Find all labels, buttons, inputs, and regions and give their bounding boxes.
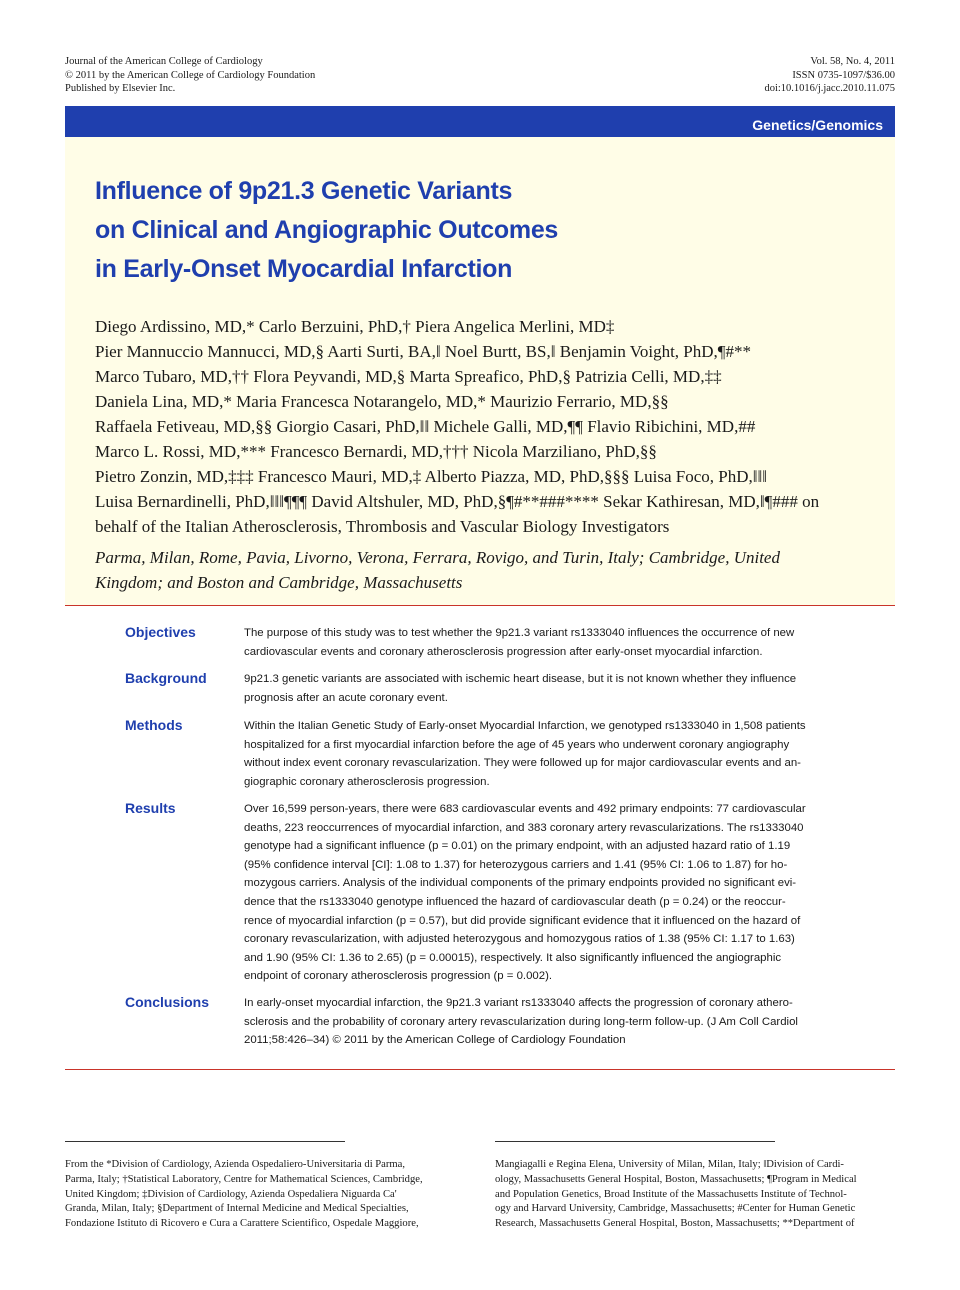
background-label: Background — [125, 670, 207, 686]
section-label: Genetics/Genomics — [752, 117, 883, 133]
text-line: The purpose of this study was to test whether the 9p21.3 variant rs1333040 influences the occurrence of new — [244, 627, 795, 639]
text-line: cardiovascular events and coronary atherosclerosis progression after early-onset myocardial infarction. — [244, 645, 763, 658]
footnote-line: Fondazione Istituto di Ricovero e Cura a Carattere Scientifico, Ospedale Maggiore, — [65, 1218, 419, 1230]
author-line: Marco L. Rossi, MD,*** Francesco Bernardi, MD,††† Nicola Marziliano, PhD,§§ — [95, 442, 657, 461]
footnote-line: and Population Genetics, Broad Institute of the Massachusetts Institute of Technol- — [495, 1188, 847, 1200]
section-bar — [65, 106, 895, 137]
abstract-bottom-divider — [65, 1069, 895, 1070]
text-line: deaths, 223 reoccurrences of myocardial infarction, and 383 coronary artery revascularizations. The rs1333040 — [244, 821, 804, 834]
background-text — [244, 670, 896, 707]
text-line: prognosis after an acute coronary event. — [244, 691, 448, 704]
text-line: genotype had a significant influence (p = 0.01) on the primary endpoint, with an adjusted hazard ratio of 1.19 — [244, 840, 791, 853]
issue-info — [764, 55, 895, 96]
issn-line: ISSN 0735-1097/$36.00 — [792, 69, 895, 81]
footnote-line: From the *Division of Cardiology, Azienda Ospedaliero-Universitaria di Parma, — [65, 1159, 406, 1170]
text-line: rence of myocardial infarction (p = 0.57), but did provide significant evidence that it influenced on the hazard of — [244, 914, 801, 927]
journal-info — [65, 55, 315, 96]
affiliation-locations — [95, 545, 895, 595]
text-line: 2011;58:426–34) © 2011 by the American College of Cardiology Foundation — [244, 1034, 626, 1047]
text-line: coronary revascularization, with adjusted heterozygous and homozygous ratios of 1.38 (95% CI: 1.17 to 1.63) — [244, 933, 795, 946]
volume-line: Vol. 58, No. 4, 2011 — [810, 56, 895, 67]
methods-label: Methods — [125, 717, 183, 733]
footnote-rule-right — [495, 1141, 775, 1142]
title-line: on Clinical and Angiographic Outcomes — [95, 216, 559, 244]
journal-name: Journal of the American College of Cardiology — [65, 56, 263, 67]
title-line: in Early-Onset Myocardial Infarction — [95, 255, 513, 283]
text-line: giographic coronary atherosclerosis progression. — [244, 775, 490, 788]
text-line: Within the Italian Genetic Study of Early-onset Myocardial Infarction, we genotyped rs1333040 in 1,508 patients — [244, 720, 806, 732]
conclusions-label: Conclusions — [125, 994, 210, 1010]
footnote-line: ology, Massachusetts General Hospital, Boston, Massachusetts; ¶Program in Medical — [495, 1173, 857, 1185]
objectives-text — [244, 624, 896, 661]
footnote-left-column — [65, 1158, 465, 1232]
text-line: sclerosis and the probability of coronary artery revascularization during long-term follow-up. (J Am Coll Cardiol — [244, 1015, 798, 1028]
doi-line: doi:10.1016/j.jacc.2010.11.075 — [764, 83, 895, 94]
copyright-line: © 2011 by the American College of Cardiology Foundation — [65, 69, 316, 81]
text-line: without index event coronary revascularization. They were followed up for major cardiovascular events and an- — [244, 757, 801, 770]
conclusions-text — [244, 994, 896, 1050]
text-line: (95% confidence interval [CI]: 1.08 to 1.37) for heterozygous carriers and 1.41 (95% CI: 1.06 to 1.87) for ho- — [244, 858, 788, 871]
article-title — [95, 172, 815, 289]
title-line: Influence of 9p21.3 Genetic Variants — [95, 177, 513, 205]
footnote-line: Parma, Italy; †Statistical Laboratory, Centre for Mathematical Sciences, Cambridge, — [65, 1173, 423, 1185]
objectives-label: Objectives — [125, 624, 196, 640]
text-line: 9p21.3 genetic variants are associated with ischemic heart disease, but it is not known whether they influence — [244, 673, 797, 685]
text-line: and 1.90 (95% CI: 1.36 to 2.65) (p = 0.00015), respectively. It also significantly influenced the angiographic — [244, 951, 782, 964]
text-line: In early-onset myocardial infarction, the 9p21.3 variant rs1333040 affects the progression of coronary athero- — [244, 997, 793, 1009]
publisher-line: Published by Elsevier Inc. — [65, 83, 176, 94]
footnote-right-column — [495, 1158, 895, 1232]
affiliation-line: Parma, Milan, Rome, Pavia, Livorno, Verona, Ferrara, Rovigo, and Turin, Italy; Cambridge, United — [95, 548, 780, 567]
author-line: Marco Tubaro, MD,†† Flora Peyvandi, MD,§ Marta Spreafico, PhD,§ Patrizia Celli, MD,‡‡ — [95, 367, 722, 386]
text-line: hospitalized for a first myocardial infarction before the age of 45 years who underwent coronary angiography — [244, 738, 790, 751]
footnote-rule-left — [65, 1141, 345, 1142]
text-line: dence that the rs1333040 genotype influenced the hazard of cardiovascular death (p = 0.24) or the reoccur- — [244, 895, 786, 908]
author-line: Pier Mannuccio Mannucci, MD,§ Aarti Surti, BA,‖ Noel Burtt, BS,‖ Benjamin Voight, PhD,¶#** — [95, 342, 751, 361]
author-line: behalf of the Italian Atherosclerosis, Thrombosis and Vascular Biology Investigators — [95, 517, 670, 536]
text-line: Over 16,599 person-years, there were 683 cardiovascular events and 492 primary endpoints: 77 cardiovascular — [244, 803, 806, 815]
methods-text — [244, 717, 896, 791]
footnote-line: Research, Massachusetts General Hospital, Boston, Massachusetts; **Department of — [495, 1218, 855, 1230]
author-list — [95, 314, 895, 539]
results-text — [244, 800, 896, 986]
affiliation-line: Kingdom; and Boston and Cambridge, Massachusetts — [95, 573, 463, 592]
footnote-line: United Kingdom; ‡Division of Cardiology, Azienda Ospedaliera Niguarda Ca' — [65, 1188, 397, 1200]
results-label: Results — [125, 800, 176, 816]
author-line: Daniela Lina, MD,* Maria Francesca Notarangelo, MD,* Maurizio Ferrario, MD,§§ — [95, 392, 669, 411]
author-line: Raffaela Fetiveau, MD,§§ Giorgio Casari, PhD,‖‖ Michele Galli, MD,¶¶ Flavio Ribichini, MD,## — [95, 417, 756, 436]
text-line: endpoint of coronary atherosclerosis progression (p = 0.002). — [244, 970, 553, 983]
footnote-line: Granda, Milan, Italy; §Department of Internal Medicine and Medical Specialties, — [65, 1203, 409, 1215]
author-line: Luisa Bernardinelli, PhD,‖‖‖¶¶¶ David Altshuler, MD, PhD,§¶#**###**** Sekar Kathiresan, MD,‖¶### on — [95, 492, 820, 511]
footnote-line: ogy and Harvard University, Cambridge, Massachusetts; #Center for Human Genetic — [495, 1203, 856, 1215]
abstract-top-divider — [65, 605, 895, 606]
footnote-line: Mangiagalli e Regina Elena, University of Milan, Milan, Italy; ‖Division of Cardi- — [495, 1159, 844, 1170]
text-line: mozygous carriers. Analysis of the individual components of the primary endpoints provided no significant evi- — [244, 877, 797, 890]
author-line: Pietro Zonzin, MD,‡‡‡ Francesco Mauri, MD,‡ Alberto Piazza, MD, PhD,§§§ Luisa Foco, PhD,‖‖‖ — [95, 467, 768, 486]
author-line: Diego Ardissino, MD,* Carlo Berzuini, PhD,† Piera Angelica Merlini, MD‡ — [95, 317, 615, 336]
